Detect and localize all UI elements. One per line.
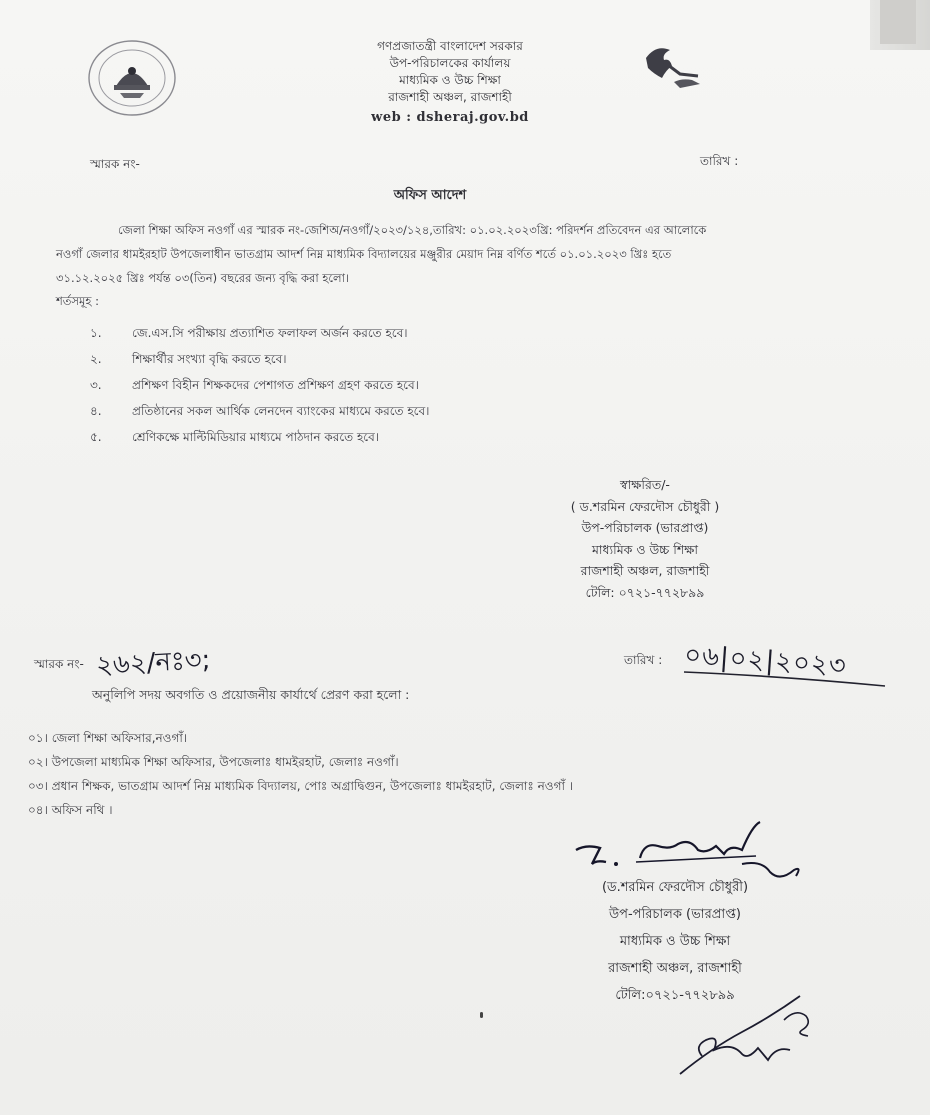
- header-line-3: মাধ্যমিক ও উচ্চ শিক্ষা: [399, 73, 501, 87]
- condition-num-3: ৩.: [90, 378, 102, 392]
- memo-number-label: স্মারক নং-: [90, 157, 140, 171]
- body-line-3: ৩১.১২.২০২৫ খ্রিঃ পর্যন্ত ০৩(তিন) বছরের জন্য বৃদ্ধি করা হলো।: [56, 271, 350, 285]
- body-line-1: জেলা শিক্ষা অফিস নওগাঁ এর স্মারক নং-জেশিঅ/নওগাঁ/২০২৩/১২৪,তারিখ: ০১.০২.২০২৩খ্রি: পরিদর্শন প্রতিবেদন এর আলোকে: [118, 223, 707, 237]
- office-header: [300, 38, 600, 106]
- date-underline-stroke: [680, 668, 890, 690]
- signatory-region: রাজশাহী অঞ্চল, রাজশাহী: [580, 563, 710, 578]
- paper-tab: [880, 0, 916, 44]
- document-title: অফিস আদেশ: [393, 188, 467, 203]
- mujib-portrait-logo: [640, 40, 710, 96]
- condition-num-2: ২.: [90, 352, 102, 366]
- cc-item-3: ০৩। প্রধান শিক্ষক, ভাতগ্রাম আদর্শ নিম্ন মাধ্যমিক বিদ্যালয়, পোঃ অগ্রাদ্বিগুন, উপজেলাঃ ধামইরহাট, জেলাঃ নওগাঁ ।: [28, 779, 574, 793]
- initials-scribble: [672, 990, 832, 1085]
- ink-dot: [480, 1012, 483, 1018]
- signatory2-name: (ড.শরমিন ফেরদৌস চৌধুরী): [601, 880, 749, 895]
- body-line-2: নওগাঁ জেলার ধামইরহাট উপজেলাধীন ভাতগ্রাম আদর্শ নিম্ন মাধ্যমিক বিদ্যালয়ের মঞ্জুরীর মেয়াদ নিম্ন বর্ণিত শর্তে ০১.০১.২০২৩ খ্রিঃ হতে: [56, 247, 672, 261]
- signatory2-department: মাধ্যমিক ও উচ্চ শিক্ষা: [619, 934, 731, 949]
- memo2-handwritten-number: ২৬২/নঃ৩;: [95, 645, 212, 681]
- cc-item-2: ০২। উপজেলা মাধ্যমিক শিক্ষা অফিসার, উপজেলাঃ ধামইরহাট, জেলাঃ নওগাঁ।: [28, 755, 399, 769]
- date-label: তারিখ :: [700, 154, 739, 168]
- condition-num-5: ৫.: [90, 430, 102, 444]
- header-line-4: রাজশাহী অঞ্চল, রাজশাহী: [388, 90, 512, 104]
- header-line-2: উপ-পরিচালকের কার্যালয়: [389, 56, 511, 70]
- signatory-phone: টেলি: ০৭২১-৭৭২৮৯৯: [585, 584, 705, 600]
- signatory-designation: উপ-পরিচালক (ভারপ্রাপ্ত): [581, 520, 709, 535]
- signatory2-designation: উপ-পরিচালক (ভারপ্রাপ্ত): [609, 907, 741, 922]
- government-seal-logo: [86, 38, 178, 118]
- condition-text-4: প্রতিষ্ঠানের সকল আর্থিক লেনদেন ব্যাংকের মাধ্যমে করতে হবে।: [132, 404, 430, 418]
- condition-text-5: শ্রেণিকক্ষে মাল্টিমিডিয়ার মাধ্যমে পাঠদান করতে হবে।: [132, 430, 380, 444]
- signatory-name: ( ড.শরমিন ফেরদৌস চৌধুরী ): [570, 498, 720, 514]
- signed-label: স্বাক্ষরিত/-: [620, 477, 670, 492]
- condition-num-1: ১.: [90, 326, 102, 340]
- signatory2-phone: টেলি:০৭২১-৭৭২৮৯৯: [615, 988, 735, 1003]
- signatory2-region: রাজশাহী অঞ্চল, রাজশাহী: [608, 961, 742, 976]
- cc-item-4: ০৪। অফিস নথি ।: [28, 803, 113, 817]
- signatory-department: মাধ্যমিক ও উচ্চ শিক্ষা: [591, 541, 699, 557]
- cc-item-1: ০১। জেলা শিক্ষা অফিসার,নওগাঁ।: [28, 731, 188, 745]
- signature-block-2: [560, 874, 790, 1009]
- header-line-1: গণপ্রজাতন্ত্রী বাংলাদেশ সরকার: [377, 39, 523, 53]
- memo2-date-label: তারিখ :: [624, 653, 663, 667]
- condition-text-3: প্রশিক্ষণ বিহীন শিক্ষকদের পেশাগত প্রশিক্ষণ গ্রহণ করতে হবে।: [132, 378, 419, 392]
- condition-num-4: ৪.: [90, 404, 102, 418]
- memo2-label: স্মারক নং-: [34, 657, 84, 671]
- signature-block: [530, 474, 760, 603]
- conditions-label: শর্তসমূহ :: [56, 294, 99, 308]
- website-link[interactable]: web : dsheraj.gov.bd: [371, 110, 529, 125]
- condition-text-2: শিক্ষার্থীর সংখ্যা বৃদ্ধি করতে হবে।: [132, 352, 287, 366]
- cc-intro: অনুলিপি সদয় অবগতি ও প্রয়োজনীয় কার্যার্থে প্রেরণ করা হলো :: [92, 687, 410, 702]
- condition-text-1: জে.এস.সি পরীক্ষায় প্রত্যাশিত ফলাফল অর্জন করতে হবে।: [132, 326, 408, 340]
- memo2-handwritten-date: ০৬|০২|২০২৩: [683, 640, 848, 682]
